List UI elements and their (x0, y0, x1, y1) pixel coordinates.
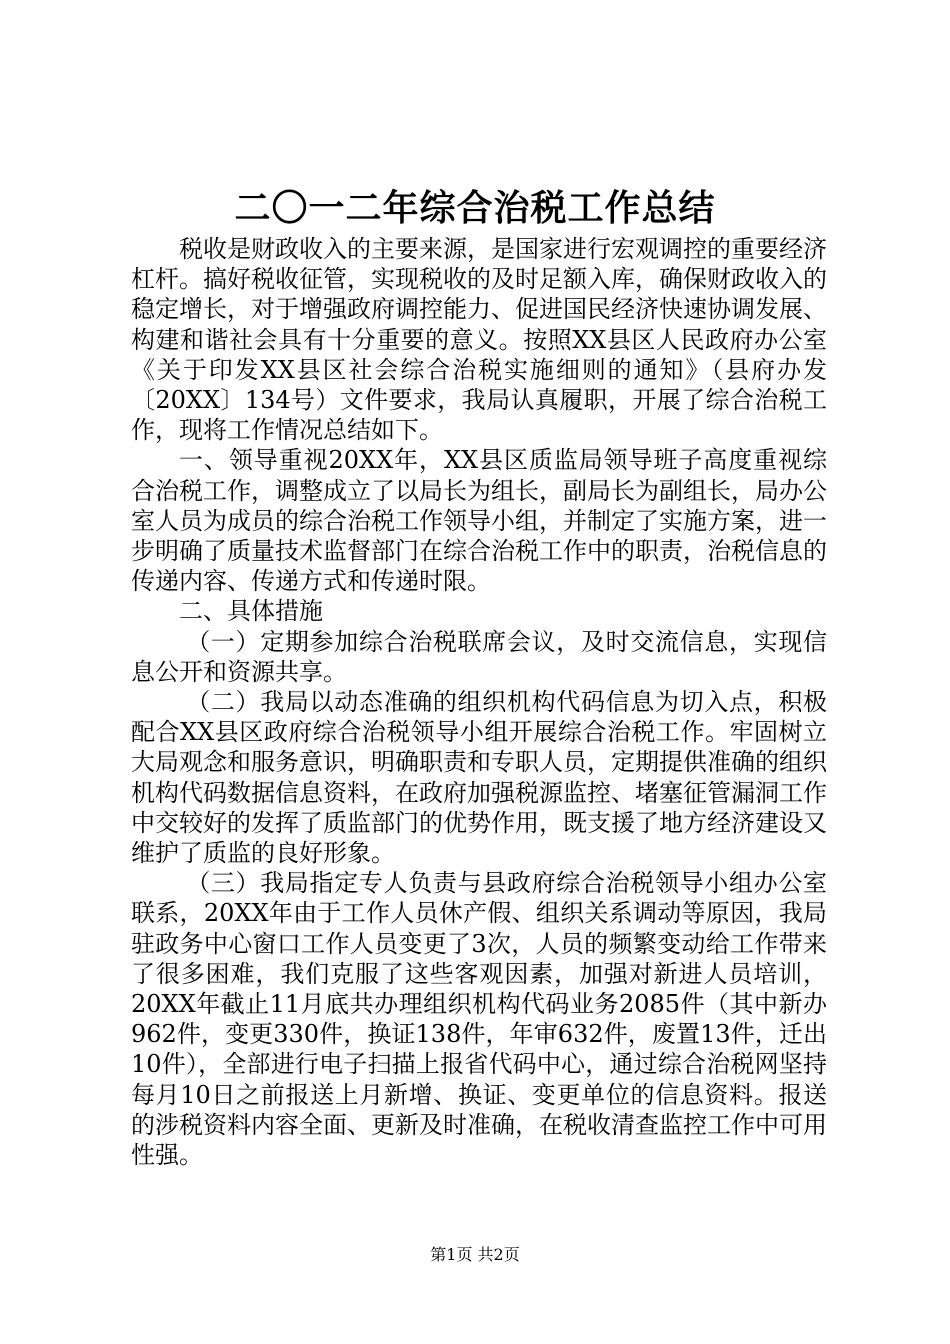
paragraph-leadership: 一、领导重视20XX年，XX县区质监局领导班子高度重视综合治税工作，调整成立了以局长为组长，副局长为副组长，局办公室人员为成员的综合治税工作领导小组，并制定了实施方案，进一步明确了质量技术监督部门在综合治税工作中的职责，治税信息的传递内容、传递方式和传递时限。 (131, 446, 827, 596)
document-body (131, 234, 827, 1170)
paragraph-measure-2: （二）我局以动态准确的组织机构代码信息为切入点，积极配合XX县区政府综合治税领导小组开展综合治税工作。牢固树立大局观念和服务意识，明确职责和专职人员，定期提供准确的组织机构代码数据信息资料，在政府加强税源监控、堵塞征管漏洞工作中交较好的发挥了质监部门的优势作用，既支援了地方经济建设又维护了质监的良好形象。 (131, 688, 827, 868)
paragraph-measure-3: （三）我局指定专人负责与县政府综合治税领导小组办公室联系，20XX年由于工作人员休产假、组织关系调动等原因，我局驻政务中心窗口工作人员变更了3次，人员的频繁变动给工作带来了很多困难，我们克服了这些客观因素，加强对新进人员培训，20XX年截止11月底共办理组织机构代码业务2085件（其中新办962件，变更330件，换证138件，年审632件，废置13件，迁出10件），全部进行电子扫描上报省代码中心，通过综合治税网坚持每月10日之前报送上月新增、换证、变更单位的信息资料。报送的涉税资料内容全面、更新及时准确，在税收清查监控工作中可用性强。 (131, 869, 827, 1170)
paragraph-measure-1: （一）定期参加综合治税联席会议，及时交流信息，实现信息公开和资源共享。 (131, 627, 827, 686)
page-number-footer: 第1页 共2页 (430, 1245, 520, 1264)
paragraph-intro: 税收是财政收入的主要来源，是国家进行宏观调控的重要经济杠杆。搞好税收征管，实现税收的及时足额入库，确保财政收入的稳定增长，对于增强政府调控能力、促进国民经济快速协调发展、构建和谐社会具有十分重要的意义。按照XX县区人民政府办公室《关于印发XX县区社会综合治税实施细则的通知》（县府办发〔20XX〕134号）文件要求，我局认真履职，开展了综合治税工作，现将工作情况总结如下。 (131, 235, 827, 445)
document-title: 二〇一二年综合治税工作总结 (234, 187, 716, 229)
heading-measures: 二、具体措施 (179, 597, 323, 626)
